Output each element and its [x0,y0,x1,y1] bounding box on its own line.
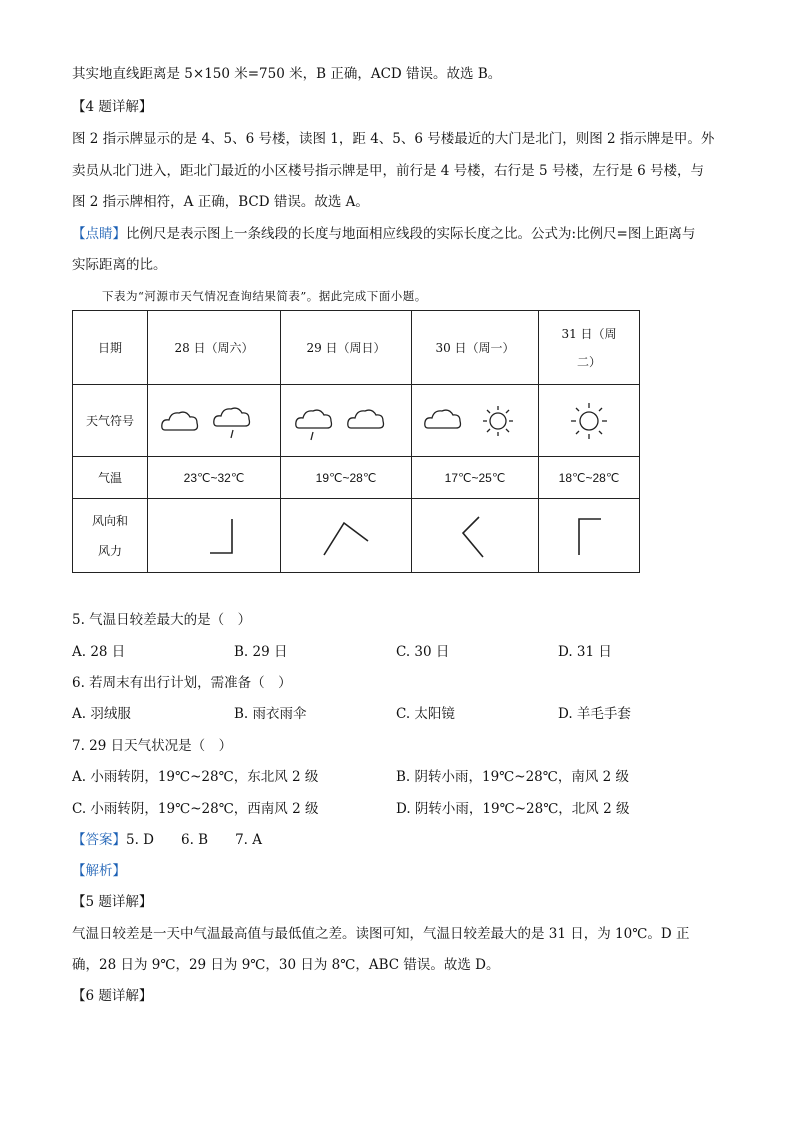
option-q5-c: C. 30 日 [396,644,450,660]
option-q6-d: D. 羊毛手套 [558,706,631,722]
answer-label: 【答案】 [72,832,126,848]
option-q5-b: B. 29 日 [234,644,288,660]
weather-table [72,310,640,573]
weather-pair-icon [159,398,269,444]
wind-symbol-icon [316,511,376,561]
row-label-date: 日期 [73,311,148,385]
weather-symbol-cell [412,385,539,457]
date-cell: 28 日（周六） [148,311,281,385]
tip-line [72,226,695,242]
text-line: 图 2 指示牌显示的是 4、5、6 号楼，读图 1，距 4、5、6 号楼最近的大门是北门，则图 2 指示牌是甲。外 [72,131,715,147]
wind-north-icon [559,511,619,561]
cloudy-icon [425,410,461,428]
wind-symbol-icon [445,511,505,561]
option-q7-c: C. 小雨转阴，19℃~28℃，西南风 2 级 [72,801,319,817]
date-cell-line1: 31 日（周 [561,326,617,341]
text-line: 图 2 指示牌相符，A 正确，BCD 错误。故选 A。 [72,194,369,210]
sunny-icon [483,406,513,436]
row-label-wind-line2: 风力 [97,543,122,558]
tip-text: 比例尺是表示图上一条线段的长度与地面相应线段的实际长度之比。公式为:比例尺=图上距离与 [126,226,696,242]
wind-cell [539,499,640,573]
cloudy-icon [162,412,198,430]
text-line: 卖员从北门进入，距北门最近的小区楼号指示牌是甲，前行是 4 号楼，右行是 5 号楼，左行是 6 号楼，与 [72,163,705,179]
section-header-q5: 【5 题详解】 [72,894,153,910]
weather-symbol-cell [539,385,640,457]
temp-cell: 18℃~28℃ [539,457,640,499]
temp-cell: 23℃~32℃ [148,457,281,499]
answer-text: 5. D 6. B 7. A [126,832,263,848]
date-cell-line2: 二） [576,354,601,369]
question-6: 6. 若周末有出行计划，需准备（ ） [72,675,292,691]
wind-south-icon [184,511,244,561]
date-cell [539,311,640,385]
text-line: 气温日较差是一天中气温最高值与最低值之差。读图可知，气温日较差最大的是 31 日，为 10℃。D 正 [72,926,690,942]
weather-symbol-cell [281,385,412,457]
option-q7-a: A. 小雨转阴，19℃~28℃，东北风 2 级 [72,769,319,785]
table-row-temp [73,457,640,499]
option-q5-d: D. 31 日 [558,644,612,660]
text-line: 实际距离的比。 [72,257,167,273]
date-cell: 30 日（周一） [412,311,539,385]
wind-cell [281,499,412,573]
option-q5-a: A. 28 日 [72,644,126,660]
light-rain-icon [214,408,250,438]
option-q6-a: A. 羽绒服 [72,706,131,722]
section-header-q4: 【4 题详解】 [72,99,153,115]
option-q7-b: B. 阴转小雨，19℃~28℃，南风 2 级 [396,769,630,785]
sunny-icon [566,398,612,444]
question-7: 7. 29 日天气状况是（ ） [72,738,233,754]
option-q6-b: B. 雨衣雨伞 [234,706,307,722]
wind-cell [148,499,281,573]
temp-cell: 19℃~28℃ [281,457,412,499]
row-label-wind [73,499,148,573]
question-5: 5. 气温日较差最大的是（ ） [72,612,252,628]
table-caption: 下表为“河源市天气情况查询结果简表”。据此完成下面小题。 [102,289,427,303]
section-header-q6: 【6 题详解】 [72,988,153,1004]
temp-cell: 17℃~25℃ [412,457,539,499]
wind-cell [412,499,539,573]
answer-line [72,832,262,848]
tip-label: 【点睛】 [72,226,126,242]
row-label-weather: 天气符号 [73,385,148,457]
weather-pair-icon [420,398,530,444]
option-q7-d: D. 阴转小雨，19℃~28℃，北风 2 级 [396,801,630,817]
table-row-weather [73,385,640,457]
row-label-wind-line1: 风向和 [91,513,128,528]
date-cell: 29 日（周日） [281,311,412,385]
table-row-dates [73,311,640,385]
analysis-label: 【解析】 [72,863,126,879]
weather-symbol-cell [148,385,281,457]
option-q6-c: C. 太阳镜 [396,706,455,722]
cloudy-icon [348,410,384,428]
row-label-temp: 气温 [73,457,148,499]
text-line: 确，28 日为 9℃，29 日为 9℃，30 日为 8℃，ABC 错误。故选 D。 [72,957,500,973]
text-line: 其实地直线距离是 5×150 米=750 米，B 正确，ACD 错误。故选 B。 [72,66,502,82]
light-rain-icon [296,410,332,440]
table-row-wind [73,499,640,573]
weather-pair-icon [291,398,401,444]
